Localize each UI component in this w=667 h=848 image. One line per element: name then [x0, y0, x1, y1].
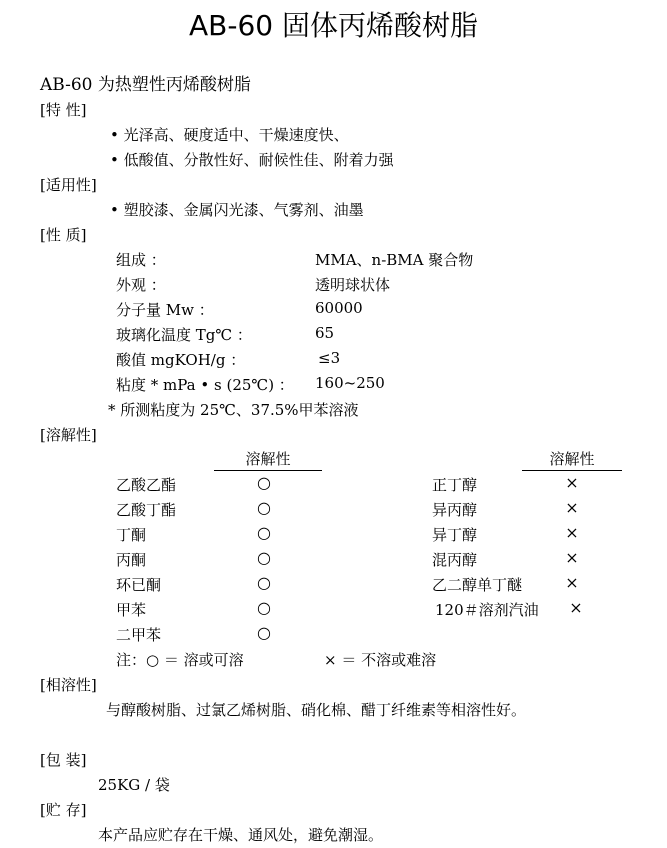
solvent-name: 混丙醇 — [432, 551, 478, 569]
solvent-name: 二甲苯 — [116, 626, 162, 644]
solvent-name: 乙酸丁酯 — [116, 501, 177, 519]
solubility-heading: [溶解性] — [40, 426, 97, 444]
solvent-name: 环已酮 — [116, 576, 162, 594]
solubility-column-header: 溶解性 — [522, 448, 622, 471]
solubility-legend-soluble: 注：○ ＝ 溶或可溶 — [116, 651, 244, 669]
solubility-mark: ○ — [257, 523, 271, 542]
viscosity-note: * 所测粘度为 25℃、37.5%甲苯溶液 — [108, 401, 359, 419]
property-label: 分子量 Mw ： — [116, 301, 214, 319]
solvent-name: 120＃溶剂汽油 — [435, 601, 539, 619]
solvent-name: 甲苯 — [116, 601, 147, 619]
packaging-heading: [包 装] — [40, 751, 87, 769]
applications-heading: [适用性] — [40, 176, 97, 194]
solubility-mark: ○ — [257, 623, 271, 642]
compatibility-text: 与醇酸树脂、过氯乙烯树脂、硝化棉、醋丁纤维素等相溶性好。 — [106, 701, 527, 719]
compatibility-heading: [相溶性] — [40, 676, 97, 694]
solubility-mark: × — [569, 598, 583, 617]
solubility-mark: ○ — [257, 598, 271, 617]
product-subtitle: AB-60 为热塑性丙烯酸树脂 — [40, 75, 251, 95]
storage-heading: [贮 存] — [40, 801, 87, 819]
solubility-mark: × — [565, 498, 579, 517]
property-value: 60000 — [315, 299, 363, 317]
solvent-name: 乙酸乙酯 — [116, 476, 177, 494]
solvent-name: 丙酮 — [116, 551, 147, 569]
page-title: AB-60 固体丙烯酸树脂 — [189, 9, 478, 42]
property-value: 160~250 — [315, 374, 385, 392]
solvent-name: 丁酮 — [116, 526, 147, 544]
property-value: 透明球状体 — [315, 276, 391, 294]
solubility-mark: × — [565, 473, 579, 492]
solubility-mark: × — [565, 523, 579, 542]
solvent-name: 乙二醇单丁醚 — [432, 576, 523, 594]
property-value: ≤3 — [318, 349, 341, 367]
solubility-mark: ○ — [257, 548, 271, 567]
solvent-name: 异丙醇 — [432, 501, 478, 519]
application-item: • 塑胶漆、金属闪光漆、气雾剂、油墨 — [110, 201, 364, 219]
property-label: 外观 ： — [116, 276, 166, 294]
property-label: 玻璃化温度 Tg℃ ： — [116, 326, 252, 344]
features-heading: [特 性] — [40, 101, 87, 119]
solubility-mark: × — [565, 548, 579, 567]
property-label: 粘度 * mPa • s (25℃) ： — [116, 376, 294, 394]
feature-item: • 低酸值、分散性好、耐候性佳、附着力强 — [110, 151, 394, 169]
feature-item: • 光泽高、硬度适中、干燥速度快、 — [110, 126, 349, 144]
solubility-legend-insoluble: × ＝ 不溶或难溶 — [324, 651, 437, 669]
solubility-mark: × — [565, 573, 579, 592]
solubility-mark: ○ — [257, 573, 271, 592]
solubility-mark: ○ — [257, 473, 271, 492]
solubility-column-header: 溶解性 — [214, 448, 322, 471]
solvent-name: 异丁醇 — [432, 526, 478, 544]
property-value: MMA、n-BMA 聚合物 — [315, 251, 474, 269]
property-label: 酸值 mgKOH/g ： — [116, 351, 246, 369]
property-value: 65 — [315, 324, 335, 342]
properties-heading: [性 质] — [40, 226, 87, 244]
solubility-mark: ○ — [257, 498, 271, 517]
storage-text: 本产品应贮存在干燥、通风处，避免潮湿。 — [98, 826, 384, 844]
property-label: 组成 ： — [116, 251, 166, 269]
packaging-text: 25KG / 袋 — [98, 776, 170, 794]
solvent-name: 正丁醇 — [432, 476, 478, 494]
